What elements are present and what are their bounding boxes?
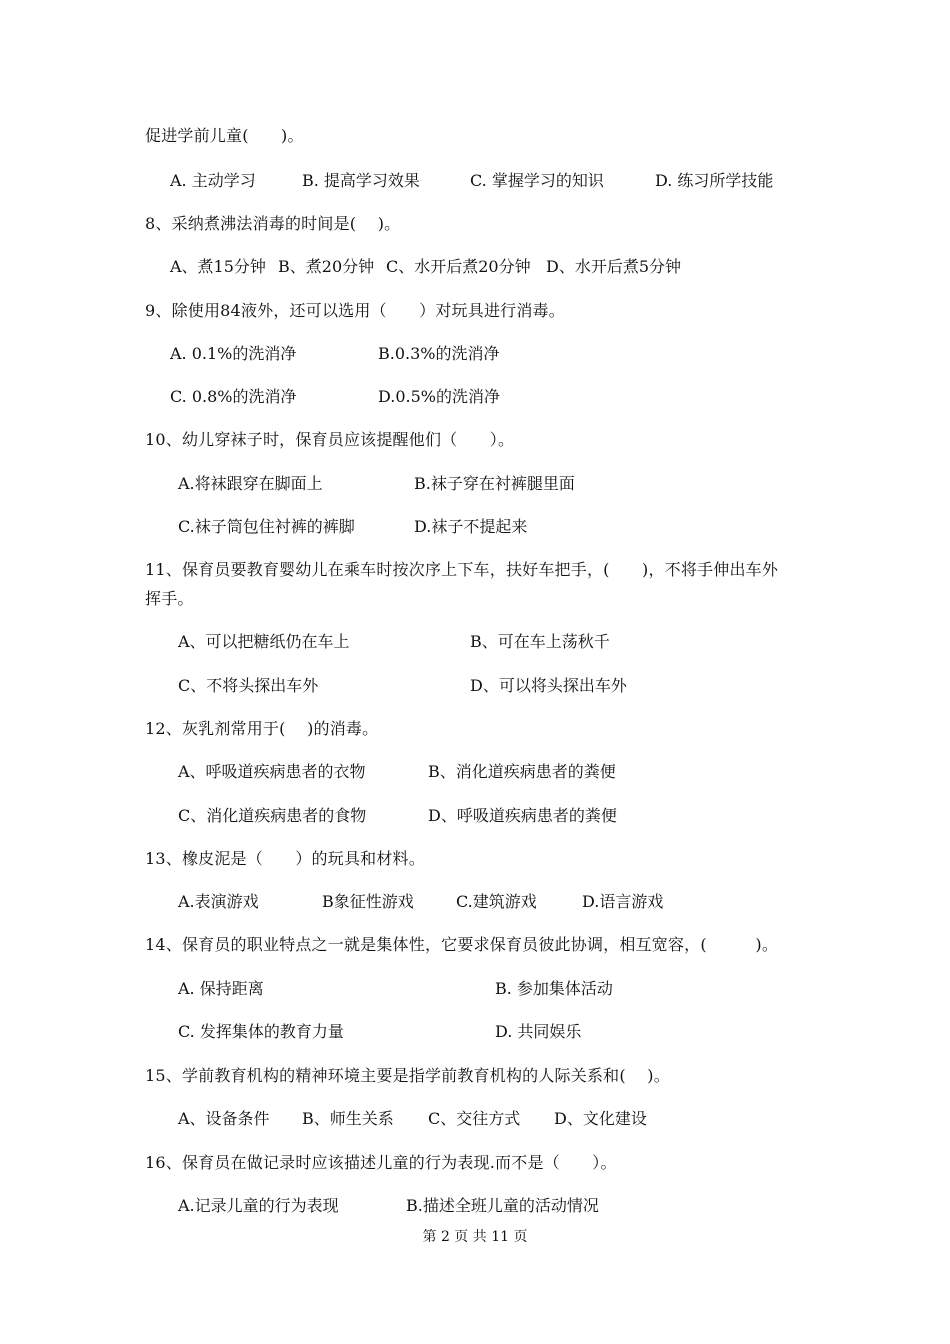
question-stem: 8、采纳煮沸法消毒的时间是( )。 bbox=[145, 214, 401, 233]
option-d: D、可以将头探出车外 bbox=[470, 676, 627, 695]
option-d: D. 共同娱乐 bbox=[495, 1022, 582, 1041]
option-a: A. 主动学习 bbox=[170, 171, 256, 190]
question-stem: 16、保育员在做记录时应该描述儿童的行为表现.而不是（ ）。 bbox=[145, 1153, 617, 1172]
option-b: B.描述全班儿童的活动情况 bbox=[406, 1196, 599, 1215]
option-a: A. 保持距离 bbox=[178, 979, 264, 998]
option-a: A.将袜跟穿在脚面上 bbox=[178, 474, 323, 493]
option-b: B、师生关系 bbox=[302, 1109, 394, 1128]
question-stem: 促进学前儿童( )。 bbox=[145, 126, 304, 145]
option-c: C. 0.8%的洗消净 bbox=[170, 387, 297, 406]
option-d: D、文化建设 bbox=[554, 1109, 647, 1128]
page-footer: 第 2 页 共 11 页 bbox=[422, 1229, 528, 1245]
question-stem: 10、幼儿穿袜子时，保育员应该提醒他们（ ）。 bbox=[145, 430, 515, 449]
option-c: C、水开后煮20分钟 bbox=[386, 257, 531, 276]
option-a: A、呼吸道疾病患者的衣物 bbox=[178, 762, 366, 781]
option-b: B. 参加集体活动 bbox=[495, 979, 613, 998]
option-a: A、设备条件 bbox=[178, 1109, 270, 1128]
option-b: B.袜子穿在衬裤腿里面 bbox=[414, 474, 575, 493]
question-stem: 9、除使用84液外，还可以选用（ ）对玩具进行消毒。 bbox=[145, 301, 565, 320]
option-d: D、水开后煮5分钟 bbox=[546, 257, 682, 276]
question-stem: 12、灰乳剂常用于( )的消毒。 bbox=[145, 719, 379, 738]
option-b: B. 提高学习效果 bbox=[302, 171, 420, 190]
option-a: A.记录儿童的行为表现 bbox=[178, 1196, 339, 1215]
option-b: B、消化道疾病患者的粪便 bbox=[428, 762, 616, 781]
option-b: B、煮20分钟 bbox=[278, 257, 375, 276]
option-c: C.袜子筒包住衬裤的裤脚 bbox=[178, 517, 355, 536]
option-b: B.0.3%的洗消净 bbox=[378, 344, 500, 363]
option-a: A. 0.1%的洗消净 bbox=[170, 344, 297, 363]
option-d: D.袜子不提起来 bbox=[414, 517, 528, 536]
option-c: C. 发挥集体的教育力量 bbox=[178, 1022, 344, 1041]
option-c: C、不将头探出车外 bbox=[178, 676, 319, 695]
question-stem: 15、学前教育机构的精神环境主要是指学前教育机构的人际关系和( )。 bbox=[145, 1066, 670, 1085]
option-a: A.表演游戏 bbox=[178, 892, 259, 911]
option-d: D、呼吸道疾病患者的粪便 bbox=[428, 806, 617, 825]
option-a: A、煮15分钟 bbox=[170, 257, 266, 276]
question-stem: 13、橡皮泥是（ ）的玩具和材料。 bbox=[145, 849, 425, 868]
option-d: D.语言游戏 bbox=[582, 892, 664, 911]
option-c: C、交往方式 bbox=[428, 1109, 521, 1128]
option-d: D. 练习所学技能 bbox=[655, 171, 774, 190]
option-a: A、可以把糖纸仍在车上 bbox=[178, 632, 350, 651]
option-c: C. 掌握学习的知识 bbox=[470, 171, 604, 190]
option-c: C.建筑游戏 bbox=[456, 892, 537, 911]
option-c: C、消化道疾病患者的食物 bbox=[178, 806, 367, 825]
question-stem: 11、保育员要教育婴幼儿在乘车时按次序上下车，扶好车把手，( )，不将手伸出车外 bbox=[145, 560, 779, 579]
option-b: B、可在车上荡秋千 bbox=[470, 632, 610, 651]
option-b: B象征性游戏 bbox=[322, 892, 414, 911]
question-stem: 14、保育员的职业特点之一就是集体性，它要求保育员彼此协调，相互宽容，( )。 bbox=[145, 935, 779, 954]
option-d: D.0.5%的洗消净 bbox=[378, 387, 500, 406]
question-stem-continued: 挥手。 bbox=[145, 589, 194, 608]
